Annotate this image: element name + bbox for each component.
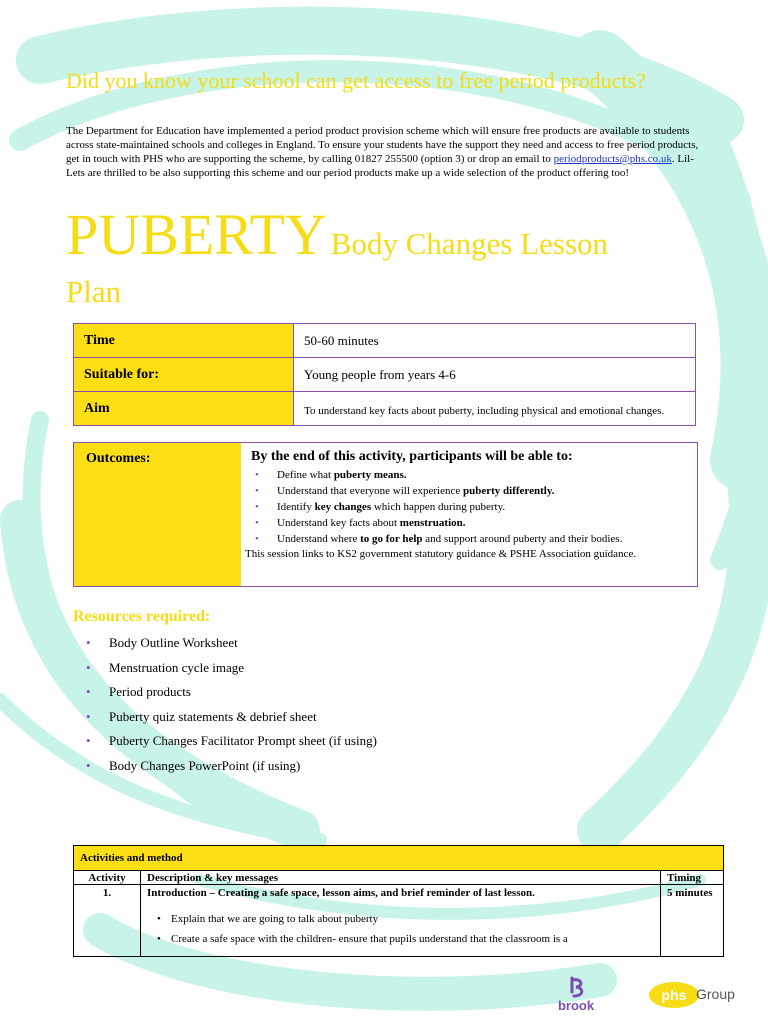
outcome-item: • Understand that everyone will experience puberty differently. (277, 483, 693, 499)
info-value: 50-60 minutes (294, 324, 696, 358)
outcomes-lead: By the end of this activity, participants will be able to: (251, 449, 573, 464)
outcomes-body (241, 443, 697, 586)
activity-title: Introduction – Creating a safe space, lesson aims, and brief reminder of last lesson. (147, 887, 535, 899)
column-timing: Timing (661, 871, 724, 885)
outcomes-note: This session links to KS2 government statutory guidance & PSHE Association guidance. (245, 548, 637, 560)
phs-logo-text: phs (661, 987, 687, 1003)
outcome-item: • Understand key facts about menstruation. (277, 515, 693, 531)
brook-logo-text: brook (557, 998, 595, 1013)
activity-description (141, 885, 661, 957)
info-label: Suitable for: (74, 358, 294, 392)
page-title (66, 202, 746, 309)
title-subtitle: Body Changes Lesson (330, 226, 609, 261)
title-puberty: PUBERTY (66, 202, 327, 267)
column-description: Description & key messages (141, 871, 661, 885)
intro-body-text: The Department for Education have implemented a period product provision scheme which will ensure free products are available to students across state-maintained schools and colleges in England. To ensure your students have the support they need and access to free period products, get in touch with PHS who are supporting the scheme, by calling 01827 255500 (option 3) or drop an email to (66, 125, 699, 165)
activity-bullet: • Explain that we are going to talk about puberty (171, 913, 654, 925)
outcomes-list (245, 467, 693, 547)
outcomes-label: Outcomes: (74, 443, 241, 586)
outcome-item: • Understand where to go for help and support around puberty and their bodies. (277, 531, 693, 547)
activity-row (74, 885, 724, 957)
column-activity: Activity (74, 871, 141, 885)
phs-group-text: Group (696, 986, 735, 1002)
intro-heading: Did you know your school can get access to free period products? (66, 68, 646, 93)
outcome-item: • Define what puberty means. (277, 467, 693, 483)
phs-logo-icon (648, 980, 702, 1010)
info-value: Young people from years 4-6 (294, 358, 696, 392)
info-row-suitable (74, 358, 696, 392)
resources-heading: Resources required: (73, 608, 211, 625)
lesson-info-table (73, 323, 696, 426)
resource-item: • Puberty Changes Facilitator Prompt sheet (if using) (86, 730, 377, 755)
activity-bullets (147, 913, 654, 945)
title-plan: Plan (66, 274, 122, 309)
outcome-item: • Identify key changes which happen during puberty. (277, 499, 693, 515)
activities-table (73, 845, 724, 957)
activity-number: 1. (74, 885, 141, 957)
info-value: To understand key facts about puberty, including physical and emotional changes. (294, 392, 696, 426)
outcomes-box (73, 442, 698, 587)
activities-header-row (74, 846, 724, 871)
email-link[interactable]: periodproducts@phs.co.uk (553, 153, 672, 165)
resources-list (86, 632, 377, 780)
resource-item: • Body Outline Worksheet (86, 632, 377, 657)
info-row-aim (74, 392, 696, 426)
info-label: Aim (74, 392, 294, 426)
info-row-time (74, 324, 696, 358)
resource-item: • Period products (86, 681, 377, 706)
intro-body (66, 124, 706, 180)
activities-column-headers (74, 871, 724, 885)
activity-timing: 5 minutes (661, 885, 724, 957)
activity-bullet: • Create a safe space with the children- ensure that pupils understand that the classroom is a (171, 933, 654, 945)
resource-item: • Puberty quiz statements & debrief sheet (86, 706, 377, 731)
resource-item: • Menstruation cycle image (86, 657, 377, 682)
intro-body-text-end: . Lil-Lets are thrilled to be also supporting this scheme and our period products make up a wide selection of the product offering too! (66, 153, 694, 179)
info-label: Time (74, 324, 294, 358)
activities-heading: Activities and method (74, 846, 724, 871)
resource-item: • Body Changes PowerPoint (if using) (86, 755, 377, 780)
